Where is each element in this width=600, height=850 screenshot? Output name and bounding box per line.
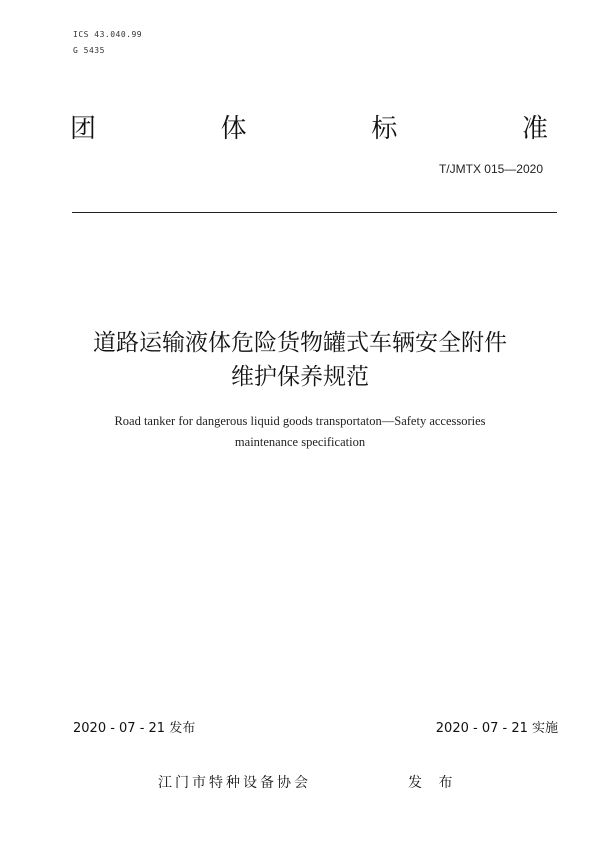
english-title-line-1: Road tanker for dangerous liquid goods transportaton—Safety accessories	[114, 414, 486, 428]
english-title-line-2: maintenance specification	[234, 435, 366, 449]
publisher-name: 江门市特种设备协会	[158, 775, 311, 791]
header-divider	[72, 212, 557, 213]
chinese-title-line-1: 道路运输液体危险货物罐式车辆安全附件	[93, 330, 507, 356]
ccs-code: G 5435	[73, 46, 105, 55]
standard-type-char: 标	[371, 114, 398, 144]
publish-label: 发 布	[408, 775, 459, 791]
chinese-title-line-2: 维护保养规范	[231, 364, 369, 390]
standard-type-char: 体	[220, 114, 247, 144]
chinese-title	[0, 326, 600, 394]
standard-type-char: 团	[70, 114, 97, 144]
standard-code: T/JMTX 015—2020	[438, 162, 543, 176]
english-title	[0, 411, 600, 453]
issue-date: 2020 - 07 - 21 发布	[73, 721, 196, 736]
standard-type-heading	[70, 112, 548, 146]
implementation-date: 2020 - 07 - 21 实施	[435, 721, 558, 736]
ics-code: ICS 43.040.99	[73, 30, 143, 39]
standard-type-char: 准	[521, 114, 548, 144]
